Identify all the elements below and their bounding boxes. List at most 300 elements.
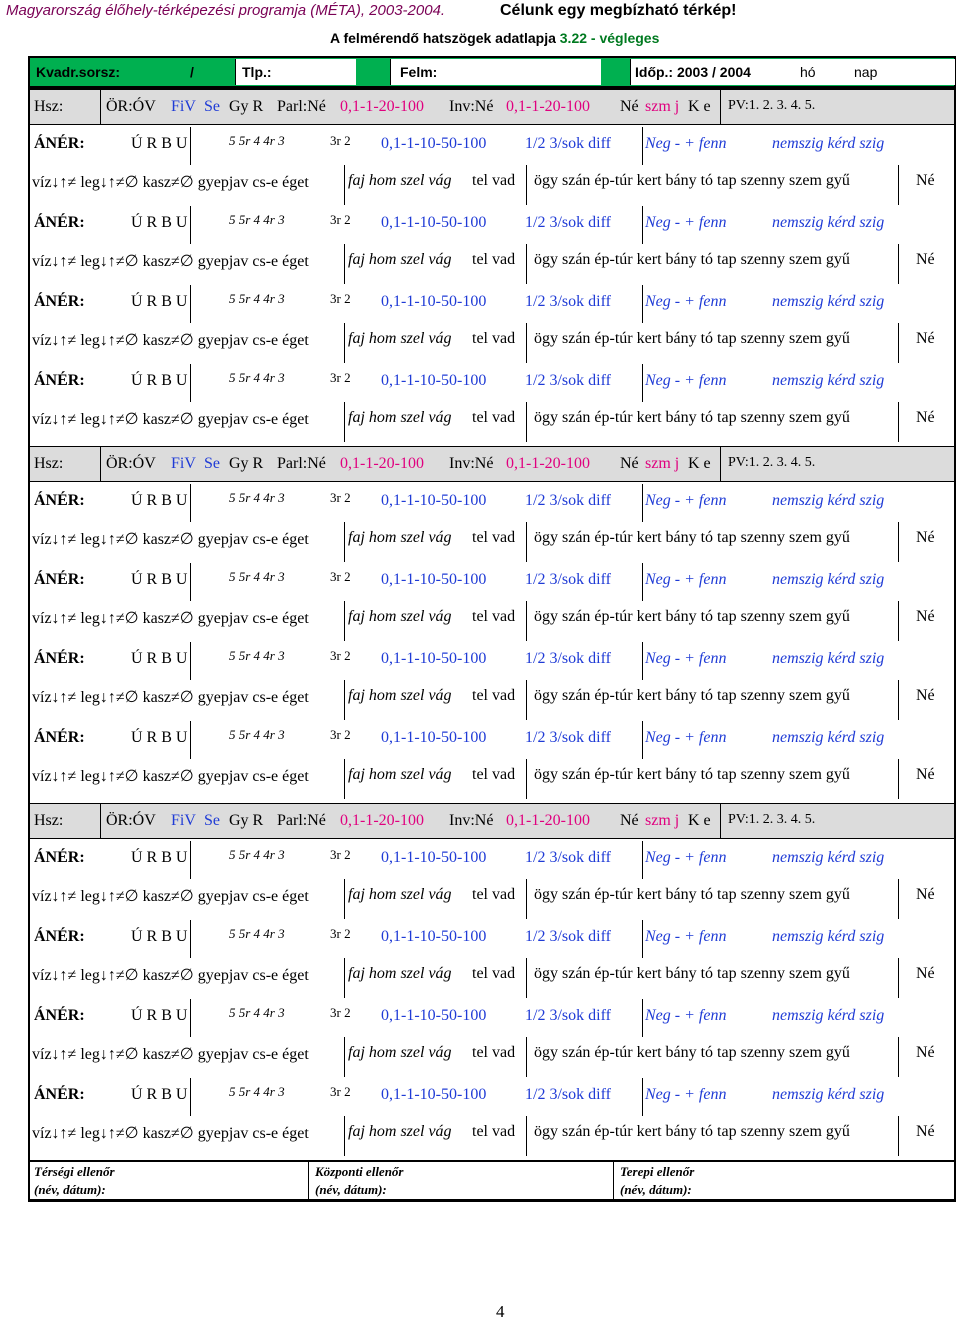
ogy-group: ögy szán ép-túr kert bány tó tap szenny szem gyű [534,608,850,625]
cell-divider [720,804,721,838]
cell-divider [898,323,899,363]
gy-r: Gy R [229,98,264,115]
diff-values: 1/2 3/sok diff [525,1007,611,1024]
pv-label: PV:1. 2. 3. 4. 5. [728,455,816,470]
faj-group: faj hom szel vág [348,529,452,546]
nemszig-values: nemszig kérd szig [772,849,885,866]
cell-divider [190,285,191,323]
inv-values: 0,1-1-20-100 [506,98,590,115]
viz-group: víz↓↑≠ leg↓↑≠∅ kasz≠∅ gyepjav cs-e éget [32,531,309,548]
scale-b: 3r 2 [330,926,351,941]
diff-values: 1/2 3/sok diff [525,135,611,152]
fiv: FiV [171,98,196,115]
cover-values: 0,1-1-10-50-100 [381,729,487,746]
or-ov: ÖR:ÓV [106,98,156,115]
cell-divider [898,1116,899,1156]
se: Se [204,98,220,115]
nemszig-values: nemszig kérd szig [772,214,885,231]
nemszig-values: nemszig kérd szig [772,571,885,588]
hsz-label: Hsz: [34,812,64,829]
cell-divider [190,999,191,1037]
nemszig-values: nemszig kérd szig [772,372,885,389]
tel-vad: tel vad [472,1044,516,1061]
aner-row [30,285,954,323]
cell-divider [642,920,643,958]
parl-values: 0,1-1-20-100 [340,98,424,115]
k-e: K e [688,812,711,829]
neg-values: Neg - + fenn [645,372,727,389]
parl-values: 0,1-1-20-100 [340,455,424,472]
scale-a: 5 5r 4 4r 3 [229,926,285,941]
cell-divider [190,563,191,601]
neg-values: Neg - + fenn [645,1086,727,1103]
k-e: K e [688,98,711,115]
nemszig-values: nemszig kérd szig [772,729,885,746]
cover-values: 0,1-1-10-50-100 [381,571,487,588]
cell-divider [344,879,345,919]
nemszig-values: nemszig kérd szig [772,650,885,667]
viz-group: víz↓↑≠ leg↓↑≠∅ kasz≠∅ gyepjav cs-e éget [32,1046,309,1063]
aner-label: ÁNÉR: [34,571,85,588]
cell-divider [898,1037,899,1077]
viz-group: víz↓↑≠ leg↓↑≠∅ kasz≠∅ gyepjav cs-e éget [32,689,309,706]
cell-divider [100,90,101,124]
viz-group: víz↓↑≠ leg↓↑≠∅ kasz≠∅ gyepjav cs-e éget [32,174,309,191]
neg-values: Neg - + fenn [645,571,727,588]
gy-r: Gy R [229,455,264,472]
viz-group: víz↓↑≠ leg↓↑≠∅ kasz≠∅ gyepjav cs-e éget [32,967,309,984]
scale-b: 3r 2 [330,133,351,148]
parl-label: Parl:Né [277,812,326,829]
cell-divider [898,759,899,799]
aner-row [30,484,954,522]
aner-label: ÁNÉR: [34,729,85,746]
neg-values: Neg - + fenn [645,135,727,152]
urbu: Ú R B U [131,492,188,509]
ogy-group: ögy szán ép-túr kert bány tó tap szenny szem gyű [534,886,850,903]
ogy-group: ögy szán ép-túr kert bány tó tap szenny szem gyű [534,172,850,189]
cell-divider [642,127,643,165]
hsz-row [30,89,954,125]
fiv: FiV [171,455,196,472]
cell-divider [526,601,527,641]
scale-b: 3r 2 [330,370,351,385]
se: Se [204,812,220,829]
cell-divider [898,879,899,919]
cell-divider [344,522,345,562]
faj-group: faj hom szel vág [348,330,452,347]
viz-row [30,323,954,363]
subtitle-version: 3.22 - végleges [559,30,660,46]
kvadr-label: Kvadr.sorsz: [36,64,121,80]
cell-divider [190,721,191,759]
aner-label: ÁNÉR: [34,293,85,310]
viz-row [30,165,954,205]
scale-b: 3r 2 [330,490,351,505]
aner-row [30,920,954,958]
cell-divider [898,165,899,205]
viz-row [30,601,954,641]
faj-group: faj hom szel vág [348,172,452,189]
cell-divider [190,206,191,244]
cover-values: 0,1-1-10-50-100 [381,849,487,866]
ne-flag: Né [916,608,935,625]
viz-group: víz↓↑≠ leg↓↑≠∅ kasz≠∅ gyepjav cs-e éget [32,253,309,270]
szm-j: szm j [645,98,680,115]
diff-values: 1/2 3/sok diff [525,293,611,310]
ogy-group: ögy szán ép-túr kert bány tó tap szenny szem gyű [534,1123,850,1140]
or-ov: ÖR:ÓV [106,812,156,829]
urbu: Ú R B U [131,135,188,152]
cell-divider [344,402,345,442]
aner-row [30,1078,954,1116]
k-e: K e [688,455,711,472]
tel-vad: tel vad [472,687,516,704]
cover-values: 0,1-1-10-50-100 [381,650,487,667]
cell-divider [526,323,527,363]
scale-b: 3r 2 [330,727,351,742]
ido-label: Időp.: 2003 / 2004 [635,64,751,80]
scale-b: 3r 2 [330,212,351,227]
tel-vad: tel vad [472,330,516,347]
faj-group: faj hom szel vág [348,608,452,625]
tel-vad: tel vad [472,409,516,426]
viz-row [30,759,954,799]
viz-row [30,879,954,919]
cell-divider [100,804,101,838]
cell-divider [344,1116,345,1156]
urbu: Ú R B U [131,372,188,389]
cell-divider [526,680,527,720]
scale-a: 5 5r 4 4r 3 [229,490,285,505]
scale-a: 5 5r 4 4r 3 [229,370,285,385]
gy-r: Gy R [229,812,264,829]
cell-divider [720,447,721,481]
kvadr-slash: / [190,64,194,80]
ogy-group: ögy szán ép-túr kert bány tó tap szenny szem gyű [534,251,850,268]
aner-label: ÁNÉR: [34,928,85,945]
nemszig-values: nemszig kérd szig [772,928,885,945]
cell-divider [190,920,191,958]
scale-b: 3r 2 [330,569,351,584]
program-title: Magyarország élőhely-térképezési programja (MÉTA), 2003-2004. [6,2,446,19]
se: Se [204,455,220,472]
szm-j: szm j [645,812,680,829]
cell-divider [344,601,345,641]
terepi-nev: (név, dátum): [620,1182,692,1197]
cell-divider [642,206,643,244]
inv-label: Inv:Né [449,812,494,829]
footer-divider [308,1162,309,1200]
neg-values: Neg - + fenn [645,293,727,310]
cell-divider [642,563,643,601]
cell-divider [190,127,191,165]
ne-label: Né [620,98,639,115]
viz-row [30,958,954,998]
terepi-label: Terepi ellenőr [620,1164,695,1179]
fiv: FiV [171,812,196,829]
ogy-group: ögy szán ép-túr kert bány tó tap szenny szem gyű [534,529,850,546]
ne-label: Né [620,455,639,472]
inv-values: 0,1-1-20-100 [506,812,590,829]
cell-divider [642,721,643,759]
cell-divider [190,484,191,522]
cell-divider [642,285,643,323]
urbu: Ú R B U [131,1086,188,1103]
aner-label: ÁNÉR: [34,372,85,389]
inv-label: Inv:Né [449,455,494,472]
ogy-group: ögy szán ép-túr kert bány tó tap szenny szem gyű [534,1044,850,1061]
faj-group: faj hom szel vág [348,409,452,426]
diff-values: 1/2 3/sok diff [525,214,611,231]
urbu: Ú R B U [131,928,188,945]
viz-row [30,1116,954,1156]
cell-divider [898,958,899,998]
viz-row [30,522,954,562]
tlp-label: Tlp.: [242,64,272,80]
ogy-group: ögy szán ép-túr kert bány tó tap szenny szem gyű [534,330,850,347]
cell-divider [720,90,721,124]
tersegi-label: Térségi ellenőr [34,1164,115,1179]
ogy-group: ögy szán ép-túr kert bány tó tap szenny szem gyű [534,409,850,426]
or-ov: ÖR:ÓV [106,455,156,472]
diff-values: 1/2 3/sok diff [525,650,611,667]
cell-divider [898,680,899,720]
neg-values: Neg - + fenn [645,492,727,509]
viz-row [30,1037,954,1077]
cell-divider [898,244,899,284]
tel-vad: tel vad [472,608,516,625]
page-number: 4 [496,1302,505,1321]
cell-divider [344,165,345,205]
cover-values: 0,1-1-10-50-100 [381,1007,487,1024]
tel-vad: tel vad [472,251,516,268]
cell-divider [344,1037,345,1077]
aner-row [30,127,954,165]
pv-label: PV:1. 2. 3. 4. 5. [728,812,816,827]
tel-vad: tel vad [472,965,516,982]
signature-footer [28,1160,956,1202]
ne-flag: Né [916,529,935,546]
faj-group: faj hom szel vág [348,1123,452,1140]
cover-values: 0,1-1-10-50-100 [381,492,487,509]
cell-divider [526,165,527,205]
viz-row [30,244,954,284]
urbu: Ú R B U [131,214,188,231]
aner-label: ÁNÉR: [34,135,85,152]
aner-row [30,563,954,601]
scale-a: 5 5r 4 4r 3 [229,133,285,148]
faj-group: faj hom szel vág [348,886,452,903]
aner-label: ÁNÉR: [34,214,85,231]
cell-divider [344,244,345,284]
nemszig-values: nemszig kérd szig [772,293,885,310]
diff-values: 1/2 3/sok diff [525,372,611,389]
cell-divider [190,841,191,879]
ne-flag: Né [916,965,935,982]
cell-divider [100,447,101,481]
scale-a: 5 5r 4 4r 3 [229,569,285,584]
hsz-row [30,446,954,482]
neg-values: Neg - + fenn [645,928,727,945]
subtitle-prefix: A felmérendő hatszögek adatlapja [330,30,560,46]
scale-b: 3r 2 [330,291,351,306]
cell-divider [642,642,643,680]
ho-label: hó [800,64,816,80]
neg-values: Neg - + fenn [645,1007,727,1024]
ogy-group: ögy szán ép-túr kert bány tó tap szenny szem gyű [534,766,850,783]
kozponti-nev: (név, dátum): [315,1182,387,1197]
faj-group: faj hom szel vág [348,1044,452,1061]
kvadr-bar [28,56,956,88]
viz-group: víz↓↑≠ leg↓↑≠∅ kasz≠∅ gyepjav cs-e éget [32,1125,309,1142]
nemszig-values: nemszig kérd szig [772,1086,885,1103]
viz-group: víz↓↑≠ leg↓↑≠∅ kasz≠∅ gyepjav cs-e éget [32,332,309,349]
tel-vad: tel vad [472,766,516,783]
cell-divider [526,402,527,442]
scale-a: 5 5r 4 4r 3 [229,648,285,663]
cover-values: 0,1-1-10-50-100 [381,372,487,389]
neg-values: Neg - + fenn [645,650,727,667]
cell-divider [898,402,899,442]
cell-divider [344,958,345,998]
ne-flag: Né [916,687,935,704]
cell-divider [526,759,527,799]
ne-flag: Né [916,1123,935,1140]
aner-row [30,999,954,1037]
tel-vad: tel vad [472,1123,516,1140]
ogy-group: ögy szán ép-túr kert bány tó tap szenny szem gyű [534,687,850,704]
cover-values: 0,1-1-10-50-100 [381,928,487,945]
scale-a: 5 5r 4 4r 3 [229,212,285,227]
diff-values: 1/2 3/sok diff [525,928,611,945]
cell-divider [898,601,899,641]
aner-label: ÁNÉR: [34,849,85,866]
ne-flag: Né [916,766,935,783]
cell-divider [642,841,643,879]
scale-a: 5 5r 4 4r 3 [229,291,285,306]
urbu: Ú R B U [131,571,188,588]
hsz-label: Hsz: [34,455,64,472]
faj-group: faj hom szel vág [348,251,452,268]
scale-b: 3r 2 [330,648,351,663]
tel-vad: tel vad [472,172,516,189]
diff-values: 1/2 3/sok diff [525,729,611,746]
ne-flag: Né [916,330,935,347]
cell-divider [526,958,527,998]
viz-group: víz↓↑≠ leg↓↑≠∅ kasz≠∅ gyepjav cs-e éget [32,768,309,785]
aner-row [30,721,954,759]
parl-label: Parl:Né [277,455,326,472]
nemszig-values: nemszig kérd szig [772,1007,885,1024]
scale-a: 5 5r 4 4r 3 [229,1005,285,1020]
scale-a: 5 5r 4 4r 3 [229,847,285,862]
neg-values: Neg - + fenn [645,214,727,231]
hsz-row [30,803,954,839]
urbu: Ú R B U [131,729,188,746]
cover-values: 0,1-1-10-50-100 [381,135,487,152]
cell-divider [642,999,643,1037]
cell-divider [526,879,527,919]
cell-divider [344,323,345,363]
aner-row [30,206,954,244]
aner-row [30,841,954,879]
diff-values: 1/2 3/sok diff [525,492,611,509]
form-subtitle [330,30,659,46]
scale-b: 3r 2 [330,1005,351,1020]
diff-values: 1/2 3/sok diff [525,571,611,588]
cell-divider [190,1078,191,1116]
diff-values: 1/2 3/sok diff [525,1086,611,1103]
cover-values: 0,1-1-10-50-100 [381,1086,487,1103]
cell-divider [898,522,899,562]
inv-values: 0,1-1-20-100 [506,455,590,472]
urbu: Ú R B U [131,293,188,310]
faj-group: faj hom szel vág [348,687,452,704]
tel-vad: tel vad [472,529,516,546]
cell-divider [642,484,643,522]
aner-label: ÁNÉR: [34,650,85,667]
scale-a: 5 5r 4 4r 3 [229,727,285,742]
cell-divider [642,1078,643,1116]
cell-divider [344,759,345,799]
cover-values: 0,1-1-10-50-100 [381,293,487,310]
neg-values: Neg - + fenn [645,729,727,746]
aner-row [30,364,954,402]
pv-label: PV:1. 2. 3. 4. 5. [728,98,816,113]
ne-label: Né [620,812,639,829]
faj-group: faj hom szel vág [348,965,452,982]
ne-flag: Né [916,251,935,268]
urbu: Ú R B U [131,1007,188,1024]
cell-divider [526,522,527,562]
cell-divider [526,244,527,284]
tel-vad: tel vad [472,886,516,903]
scale-b: 3r 2 [330,1084,351,1099]
neg-values: Neg - + fenn [645,849,727,866]
cell-divider [526,1037,527,1077]
ogy-group: ögy szán ép-túr kert bány tó tap szenny szem gyű [534,965,850,982]
viz-row [30,680,954,720]
ne-flag: Né [916,172,935,189]
tersegi-nev: (név, dátum): [34,1182,106,1197]
aner-label: ÁNÉR: [34,1007,85,1024]
footer-divider [613,1162,614,1200]
viz-group: víz↓↑≠ leg↓↑≠∅ kasz≠∅ gyepjav cs-e éget [32,411,309,428]
cell-divider [190,642,191,680]
viz-group: víz↓↑≠ leg↓↑≠∅ kasz≠∅ gyepjav cs-e éget [32,610,309,627]
viz-group: víz↓↑≠ leg↓↑≠∅ kasz≠∅ gyepjav cs-e éget [32,888,309,905]
cell-divider [642,364,643,402]
ne-flag: Né [916,409,935,426]
nap-label: nap [854,64,878,80]
nemszig-values: nemszig kérd szig [772,492,885,509]
hsz-label: Hsz: [34,98,64,115]
szm-j: szm j [645,455,680,472]
urbu: Ú R B U [131,650,188,667]
nemszig-values: nemszig kérd szig [772,135,885,152]
viz-row [30,402,954,442]
ne-flag: Né [916,886,935,903]
kozponti-label: Központi ellenőr [315,1164,404,1179]
aner-row [30,642,954,680]
aner-label: ÁNÉR: [34,1086,85,1103]
parl-label: Parl:Né [277,98,326,115]
cover-values: 0,1-1-10-50-100 [381,214,487,231]
cell-divider [190,364,191,402]
ne-flag: Né [916,1044,935,1061]
parl-values: 0,1-1-20-100 [340,812,424,829]
